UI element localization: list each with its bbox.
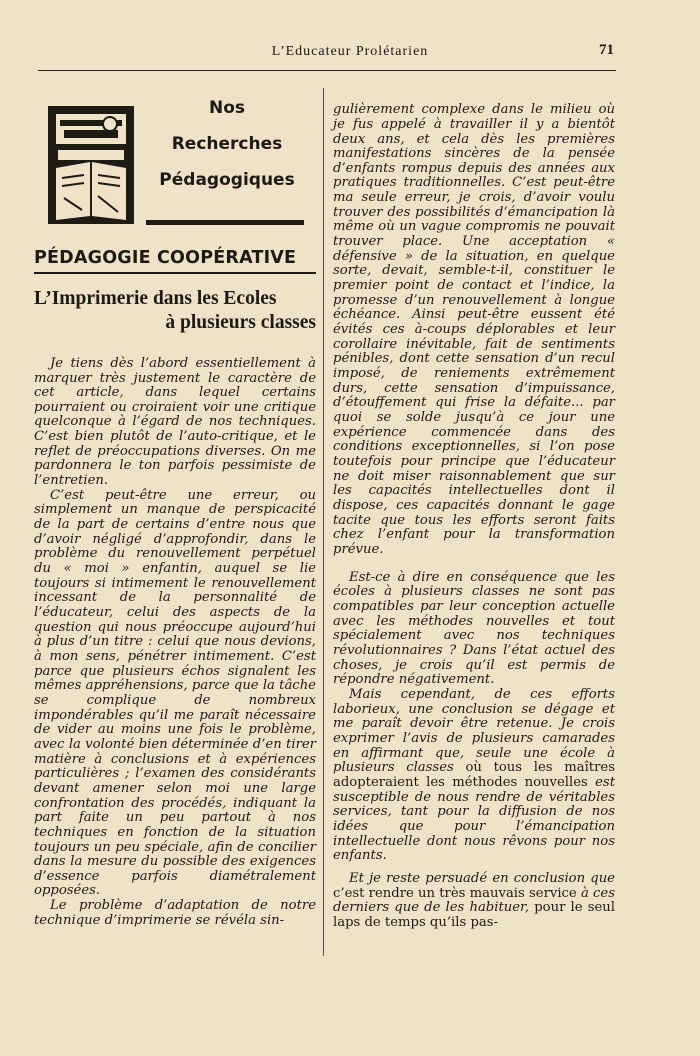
left-column xyxy=(34,100,316,928)
article-title xyxy=(34,288,316,335)
masthead-line-3: Pédagogiques xyxy=(159,170,295,190)
text-run: Et je reste persuadé en conclusion que xyxy=(349,870,615,886)
paragraph: gulièrement complexe dans le milieu où je fus appelé à travailler il y a bientôt deux ans, et cela dès les premières manifestations sincères de la pensée d’enfants rompus depuis des années aux pratiques traditionnelles. C’est peut-être ma seule erreur, je crois, d’avoir voulu trouver des possibilités d’émancipation là même où un vague compromis ne pouvait trouver place. Une acceptation « défensive » de la situation, en quelque sorte, devait, semble-t-il, constituer le premier point de contact et l’indice, la promesse d’un renouvellement à longue échéance. Ainsi peut-être eussent été évités ces à-coups déplorables et leur corollaire inévitable, fait de sentiments pénibles, dont cette sensation d’un recul imposé, de reniements extrêmement durs, cette sensation d’impuissance, d’étouffement qui frise la défaite... par quoi se solde jusqu’à ce jour une expérience commencée dans des conditions exceptionnelles, si l’on pose toutefois pour principe que l’éducateur ne doit miser raisonnablement que sur les capacités intellectuelles dont il dispose, ces capacités donnant le gage tacite que tous les efforts seront faits chez l’enfant pour la transformation prévue. xyxy=(333,102,615,557)
column-divider xyxy=(323,88,324,956)
header-rule xyxy=(38,70,616,71)
book-printing-press-emblem-icon xyxy=(48,106,134,224)
masthead xyxy=(34,100,316,232)
paragraph: Je tiens dès l’abord essentiellement à marquer très justement le caractère de cet article, dans lequel certains pourraient ou croiraient voir une critique quelconque à l’égard de nos techniques. C’est bien plutôt de l’auto-critique, et le reflet de préoccupations diverses. On me pardonnera le ton parfois pessimiste de l’entretien. xyxy=(34,355,316,489)
text-run: à ces derniers que de les habituer, xyxy=(333,885,616,916)
text-run: Mais cependant, de ces efforts laborieux, une conclusion se dégage et me paraît devoir être retenue. Je crois exprimer l’avis de plusieurs camarades en affirmant que, seule une école à plusieurs classes xyxy=(333,686,615,776)
text-run-upright: c’est rendre un très mauvais service xyxy=(333,885,581,901)
masthead-title xyxy=(152,100,302,208)
masthead-line-2: Recherches xyxy=(171,134,283,154)
running-head: L’Educateur Prolétarien xyxy=(271,44,429,59)
page-number: 71 xyxy=(599,42,614,58)
section-title: PÉDAGOGIE COOPÉRATIVE xyxy=(34,248,316,274)
paragraph xyxy=(333,688,615,864)
paragraph: Est-ce à dire en conséquence que les écoles à plusieurs classes ne sont pas compatibles par leur conception actuelle avec les méthodes nouvelles et tout spécialement avec nos techniques révolutionnaires ? Dans l’état actuel des choses, je crois qu’il est permis de répondre négativement. xyxy=(333,569,615,688)
text-run-upright: où tous les maîtres adopteraient les méthodes nouvelles xyxy=(333,760,615,790)
text-run-upright: pour le seul laps de temps qu’ils pas- xyxy=(333,900,615,930)
article-text-left xyxy=(34,357,316,929)
masthead-rule xyxy=(146,220,304,225)
paragraph: Le problème d’adaptation de notre technique d’imprimerie se révéla sin- xyxy=(34,898,316,928)
article-text-right xyxy=(333,103,615,930)
text-run: est susceptible de nous rendre de véritables services, tant pour la diffusion de nos idées que pour l’émancipation intellectuelle dont nous rêvons pour nos enfants. xyxy=(333,774,615,864)
right-column xyxy=(333,90,615,930)
paragraph: C’est peut-être une erreur, ou simplement un manque de perspicacité de la part de certains d’entre nous que d’avoir négligé d’approfondir, dans le problème du renouvellement perpétuel du « moi » enfantin, auquel se lie toujours si intimement le renouvellement incessant de la personnalité de l’éducateur, celui des aspects de la question qui nous préoccupe aujourd’hui à plus d’un titre : celui que nous devions, à mon sens, pénétrer intimement. C’est parce que plusieurs échos signalent les mêmes appréhensions, parce que la tâche se complique de nombreux impondérables qu’il me paraît nécessaire de vider au moins une fois le problème, avec la volonté bien déterminée d’en tirer matière à conclusions et à expériences particulières ; l’examen des considérants devant amener selon moi une large confrontation des procédés, indiquant la part faite un peu partout à nos techniques en fonction de la situation toujours un peu spéciale, afin de concilier dans la mesure du possible des exigences d’essence parfois diamétralement opposées. xyxy=(34,487,316,899)
article-title-line-2: à plusieurs classes xyxy=(165,312,316,334)
article-title-line-1: L’Imprimerie dans les Ecoles xyxy=(34,288,277,309)
masthead-line-1: Nos xyxy=(208,98,246,118)
paragraph xyxy=(333,872,615,931)
